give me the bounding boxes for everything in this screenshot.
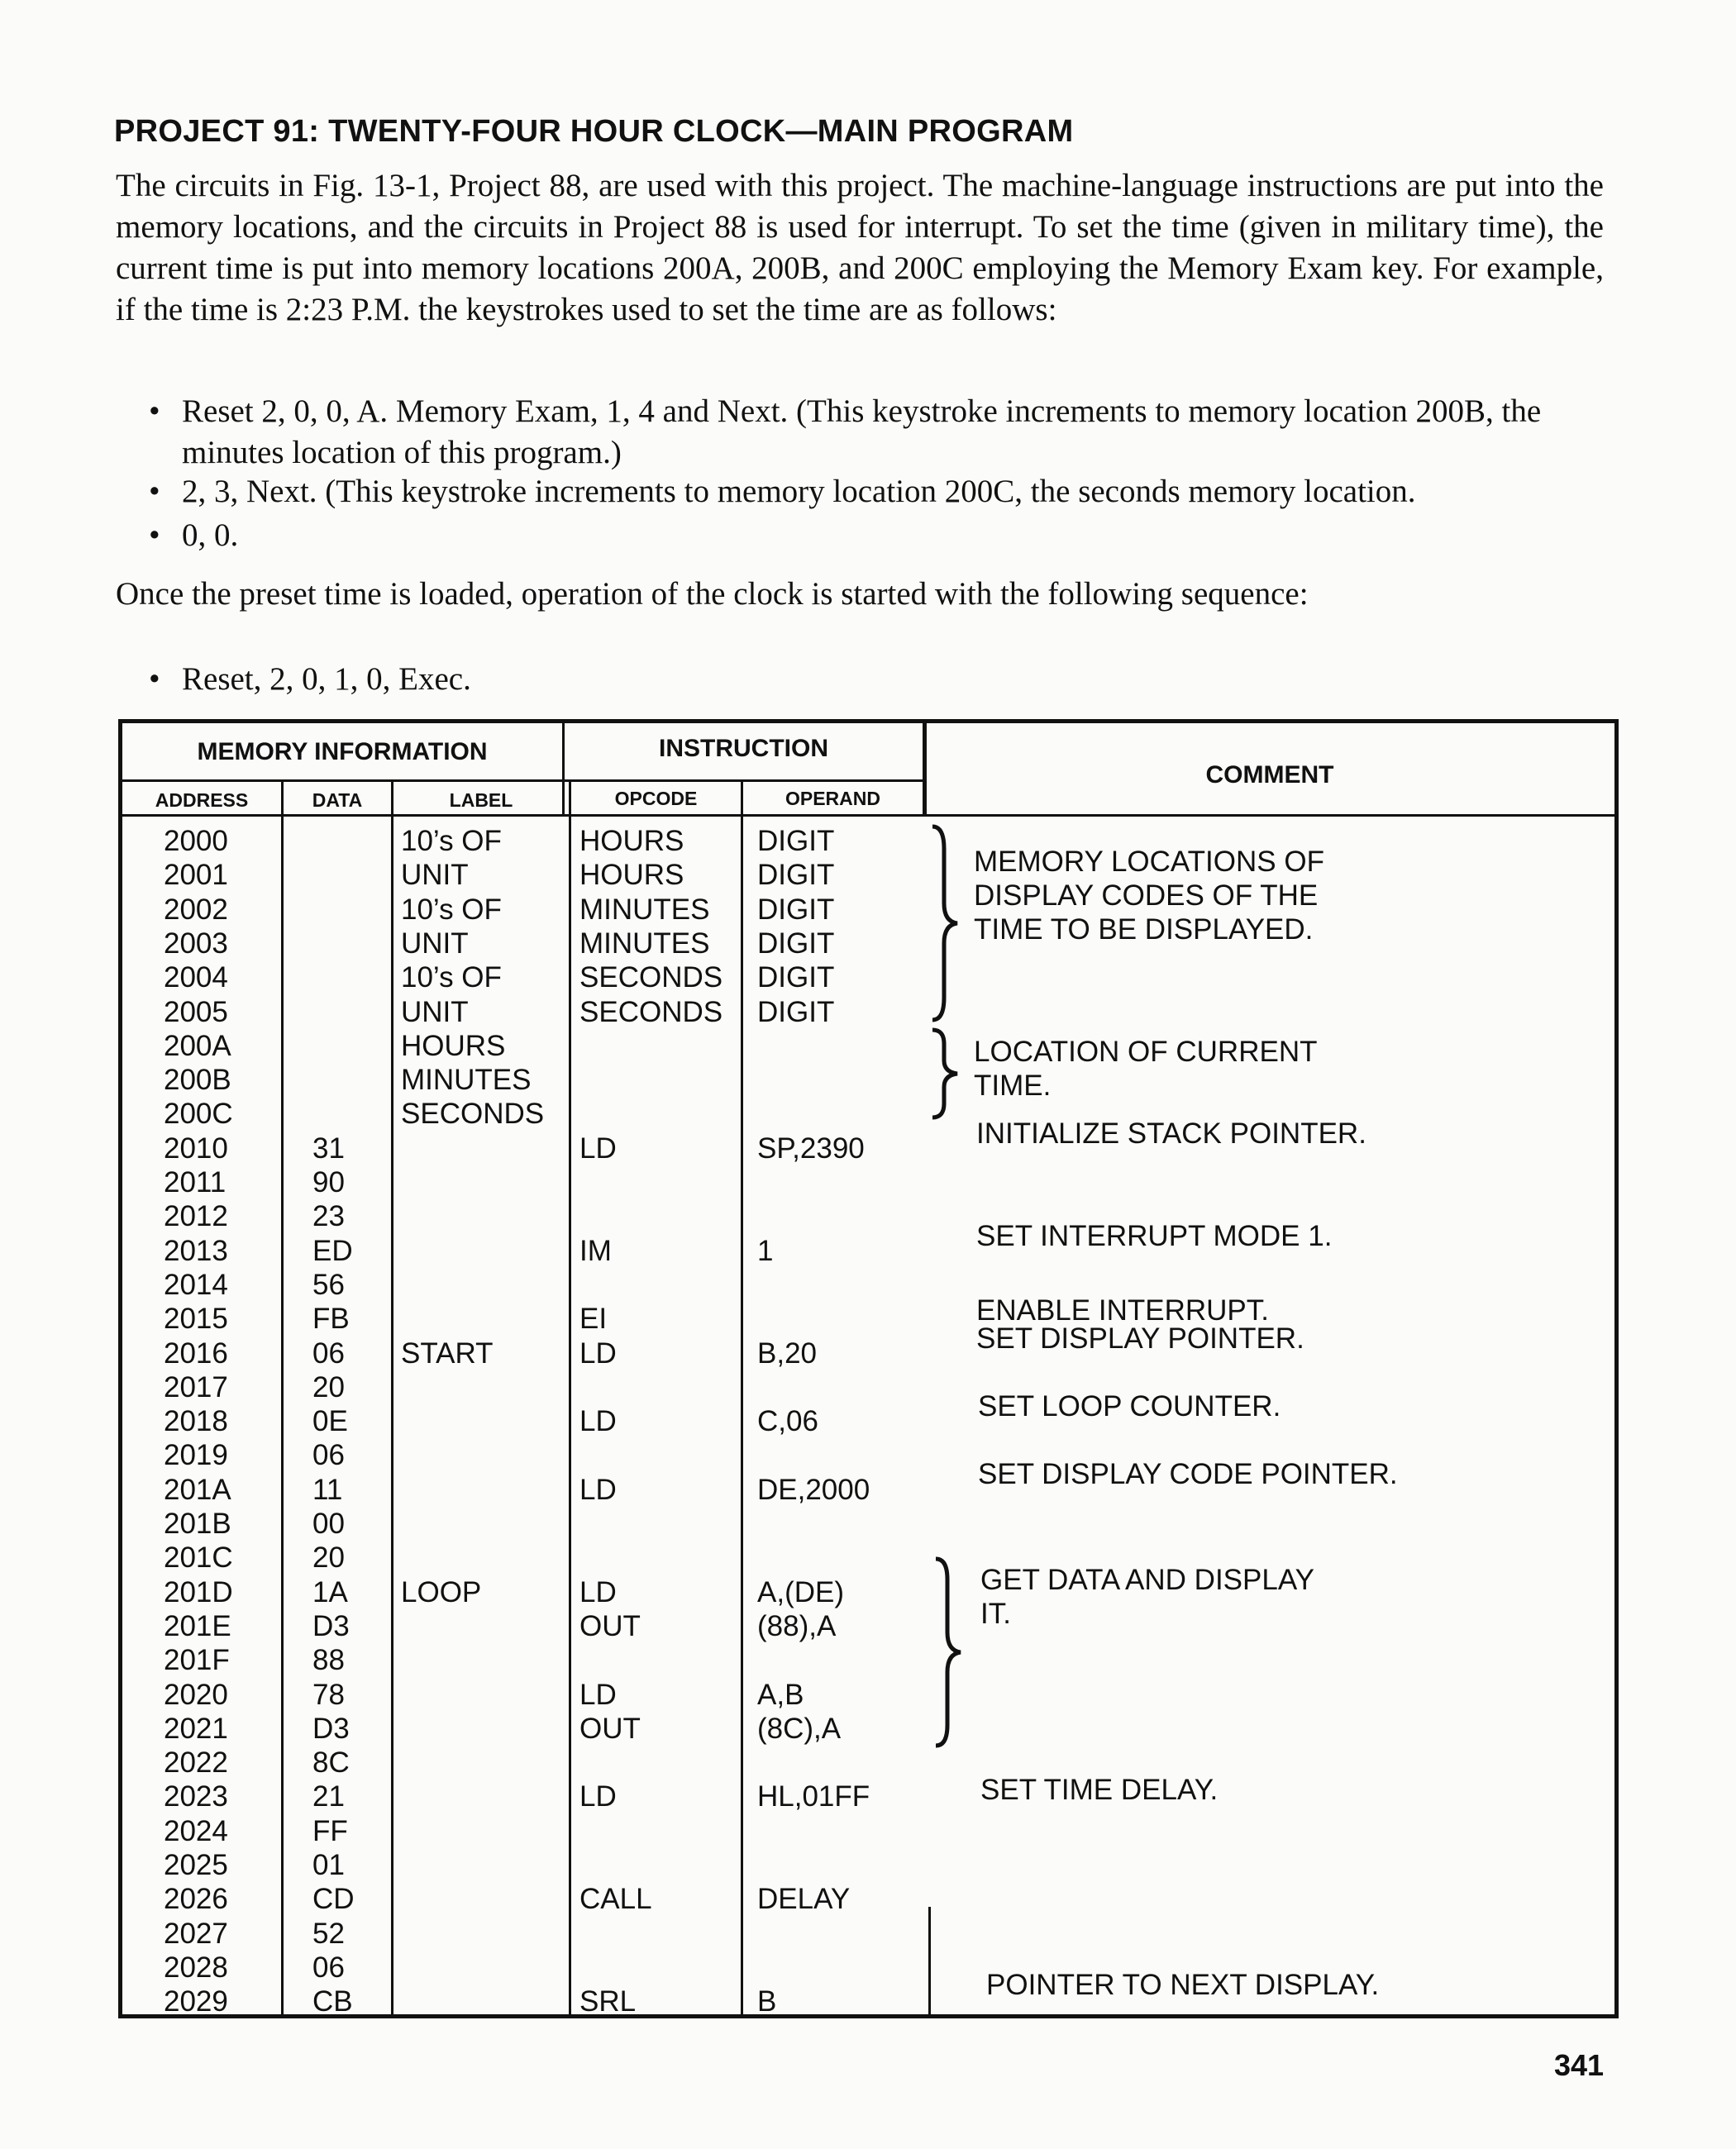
address-cell: 2000 (164, 825, 228, 857)
opcode-cell: MINUTES (579, 893, 710, 926)
address-cell: 201B (164, 1508, 231, 1540)
address-cell: 2019 (164, 1439, 228, 1472)
opcode-cell: LD (579, 1678, 617, 1711)
step-bullet-1: • Reset 2, 0, 0, A. Memory Exam, 1, 4 and Next. (This keystroke increments to memory location 200B, the minutes location of this program.) (149, 391, 1604, 474)
table-row (122, 1643, 1614, 1677)
data-cell: 31 (312, 1132, 345, 1165)
address-cell: 2017 (164, 1370, 228, 1403)
opcode-cell: LD (579, 1337, 617, 1370)
comment-interrupt-mode: SET INTERRUPT MODE 1. (976, 1220, 1333, 1252)
bullet-dot: • (149, 517, 160, 553)
operand-cell: (88),A (757, 1609, 837, 1642)
label-header: LABEL (449, 789, 513, 811)
comment-header: COMMENT (1205, 761, 1334, 789)
opcode-cell: LD (579, 1132, 617, 1165)
operand-cell: B,20 (757, 1337, 817, 1370)
address-cell: 2023 (164, 1780, 228, 1813)
opcode-cell: LD (579, 1780, 617, 1813)
table-row (122, 1609, 1614, 1643)
data-cell: 00 (312, 1508, 345, 1540)
bullet-dot: • (149, 661, 160, 697)
address-cell: 2025 (164, 1849, 228, 1881)
label-cell: UNIT (401, 927, 469, 960)
comment-display-codes: MEMORY LOCATIONS OF DISPLAY CODES OF THE TIME TO BE DISPLAYED. (974, 846, 1324, 946)
address-cell: 2005 (164, 995, 228, 1028)
table-row (122, 1985, 1614, 2018)
data-cell: 11 (312, 1473, 343, 1506)
data-cell: CB (312, 1985, 353, 2018)
data-cell: 1A (312, 1575, 348, 1608)
header-divider (122, 779, 926, 782)
address-cell: 201E (164, 1609, 231, 1642)
opcode-cell: EI (579, 1303, 608, 1336)
comment-enable-interrupt: ENABLE INTERRUPT. (976, 1294, 1269, 1327)
operand-cell: A,(DE) (757, 1575, 844, 1608)
address-cell: 2016 (164, 1337, 228, 1370)
opcode-cell: SECONDS (579, 995, 723, 1028)
address-cell: 2022 (164, 1746, 228, 1780)
opcode-cell: SECONDS (579, 961, 723, 994)
address-cell: 2028 (164, 1951, 228, 1984)
address-cell: 2010 (164, 1132, 228, 1165)
table-row (122, 1541, 1614, 1575)
address-cell: 2011 (164, 1166, 227, 1198)
table-row (122, 1404, 1614, 1438)
data-cell: 20 (312, 1541, 345, 1575)
label-cell: 10’s OF (401, 825, 502, 857)
table-row (122, 1882, 1614, 1916)
data-cell: CD (312, 1883, 355, 1916)
operand-cell: DIGIT (757, 961, 835, 994)
table-row (122, 1575, 1614, 1609)
page-number: 341 (1554, 2048, 1605, 2082)
address-cell: 201D (164, 1575, 233, 1608)
table-row (122, 1746, 1614, 1780)
comment-loop-counter: SET LOOP COUNTER. (978, 1390, 1281, 1422)
label-cell: 10’s OF (401, 961, 502, 994)
operand-cell: DIGIT (757, 825, 835, 857)
table-row (122, 1370, 1614, 1404)
table-row (122, 1268, 1614, 1302)
operand-cell: SP,2390 (757, 1132, 865, 1165)
data-cell: 90 (312, 1166, 345, 1198)
address-cell: 2020 (164, 1678, 228, 1711)
address-cell: 2018 (164, 1405, 228, 1438)
table-row (122, 1917, 1614, 1951)
operand-cell: A,B (757, 1678, 804, 1711)
label-cell: UNIT (401, 995, 469, 1028)
comment-current-time: LOCATION OF CURRENT TIME. (974, 1036, 1318, 1102)
table-row (122, 858, 1614, 892)
data-cell: 06 (312, 1951, 345, 1984)
address-cell: 200B (164, 1064, 231, 1097)
address-cell: 2012 (164, 1200, 228, 1233)
label-cell: 10’s OF (401, 893, 502, 926)
address-cell: 2013 (164, 1234, 228, 1267)
opcode-cell: CALL (579, 1883, 652, 1916)
opcode-cell: HOURS (579, 859, 684, 892)
address-cell: 201C (164, 1541, 233, 1575)
comment-display-pointer: SET DISPLAY POINTER. (976, 1322, 1304, 1355)
address-cell: 2002 (164, 893, 228, 926)
data-cell: D3 (312, 1609, 350, 1642)
address-cell: 2014 (164, 1268, 228, 1301)
operand-cell: C,06 (757, 1405, 818, 1438)
intro-paragraph: The circuits in Fig. 13-1, Project 88, are used with this project. The machine-language instructions are put into the memory locations, and the circuits in Project 88 is used for interrupt. To set the time (given in military time), the current time is put into memory locations 200A, 200B, and 200C employing the Memory Exam key. For example, if the time is 2:23 P.M. the keystrokes used to set the time are as follows: (116, 168, 1604, 327)
address-cell: 2026 (164, 1883, 228, 1916)
operand-cell: DE,2000 (757, 1473, 870, 1506)
opcode-cell: LD (579, 1575, 617, 1608)
opcode-cell: OUT (579, 1712, 641, 1745)
table-row (122, 1063, 1614, 1097)
bullet-dot: • (149, 474, 160, 509)
operand-header: OPERAND (785, 788, 880, 809)
label-cell: SECONDS (401, 1098, 545, 1131)
table-row (122, 893, 1614, 927)
data-cell: 52 (312, 1917, 345, 1950)
address-cell: 2015 (164, 1303, 228, 1336)
label-cell: MINUTES (401, 1064, 532, 1097)
table-row (122, 1097, 1614, 1131)
address-cell: 201A (164, 1473, 231, 1506)
start-step-bullet: • Reset, 2, 0, 1, 0, Exec. (149, 659, 1604, 700)
table-row (122, 1337, 1614, 1370)
memory-information-header: MEMORY INFORMATION (197, 738, 488, 765)
table-row (122, 1780, 1614, 1813)
address-cell: 2001 (164, 859, 228, 892)
table-row (122, 1848, 1614, 1882)
data-cell: 0E (312, 1405, 348, 1438)
opcode-cell: LD (579, 1405, 617, 1438)
table-row (122, 1234, 1614, 1268)
opcode-cell: HOURS (579, 825, 684, 857)
table-row (122, 1132, 1614, 1165)
operand-cell: 1 (757, 1234, 774, 1267)
comment-display-code-pointer: SET DISPLAY CODE POINTER. (978, 1458, 1398, 1490)
table-row (122, 824, 1614, 858)
comment-next-display: POINTER TO NEXT DISPLAY. (986, 1969, 1380, 2001)
address-cell: 200A (164, 1029, 231, 1062)
table-row (122, 927, 1614, 960)
data-cell: D3 (312, 1712, 350, 1745)
opcode-cell: IM (579, 1234, 612, 1267)
label-cell: LOOP (401, 1575, 482, 1608)
label-cell: UNIT (401, 859, 469, 892)
operand-cell: B (757, 1985, 777, 2018)
table-row (122, 1507, 1614, 1541)
bullet-dot: • (149, 393, 160, 429)
address-cell: 2021 (164, 1712, 228, 1745)
data-cell: 8C (312, 1746, 350, 1780)
address-cell: 2027 (164, 1917, 228, 1950)
step-bullet-3: • 0, 0. (149, 515, 1604, 556)
brace-icon (929, 1027, 971, 1120)
operand-cell: (8C),A (757, 1712, 842, 1745)
address-cell: 2003 (164, 927, 228, 960)
start-paragraph: Once the preset time is loaded, operation of the clock is started with the following sequence: (116, 576, 1309, 612)
program-table (118, 719, 1619, 2018)
data-cell: 23 (312, 1200, 345, 1233)
table-row (122, 1199, 1614, 1233)
comment-get-data: GET DATA AND DISPLAY IT. (980, 1564, 1314, 1630)
table-row (122, 1302, 1614, 1336)
label-cell: HOURS (401, 1029, 506, 1062)
table-row (122, 960, 1614, 994)
table-row (122, 1951, 1614, 1985)
table-row (122, 1712, 1614, 1746)
address-cell: 200C (164, 1098, 233, 1131)
table-row (122, 1678, 1614, 1712)
operand-cell: DIGIT (757, 859, 835, 892)
address-header: ADDRESS (155, 789, 249, 811)
table-row (122, 1029, 1614, 1063)
data-cell: 21 (312, 1780, 345, 1813)
address-cell: 2029 (164, 1985, 228, 2018)
data-cell: FF (312, 1814, 348, 1847)
opcode-cell: LD (579, 1473, 617, 1506)
data-cell: 20 (312, 1370, 345, 1403)
data-header: DATA (312, 789, 363, 811)
comment-stack-pointer: INITIALIZE STACK POINTER. (976, 1117, 1366, 1150)
table-row (122, 1814, 1614, 1848)
step-bullet-2: • 2, 3, Next. (This keystroke increments to memory location 200C, the seconds memory location. (149, 471, 1604, 512)
operand-cell: DIGIT (757, 893, 835, 926)
data-cell: ED (312, 1234, 353, 1267)
data-cell: 01 (312, 1849, 345, 1881)
operand-cell: DIGIT (757, 995, 835, 1028)
data-cell: 78 (312, 1678, 345, 1711)
table-row (122, 995, 1614, 1029)
data-cell: 56 (312, 1268, 345, 1301)
project-heading: PROJECT 91: TWENTY-FOUR HOUR CLOCK—MAIN PROGRAM (114, 114, 1074, 149)
brace-icon (929, 824, 971, 1022)
table-row (122, 1165, 1614, 1199)
data-cell: FB (312, 1303, 350, 1336)
data-cell: 06 (312, 1439, 345, 1472)
brace-icon (932, 1556, 974, 1748)
opcode-cell: OUT (579, 1609, 641, 1642)
data-cell: 06 (312, 1337, 345, 1370)
opcode-cell: MINUTES (579, 927, 710, 960)
instruction-header: INSTRUCTION (659, 735, 828, 762)
operand-cell: DELAY (757, 1883, 851, 1916)
label-cell: START (401, 1337, 494, 1370)
address-cell: 201F (164, 1644, 230, 1677)
operand-cell: HL,01FF (757, 1780, 870, 1813)
operand-cell: DIGIT (757, 927, 835, 960)
address-cell: 2004 (164, 961, 228, 994)
data-cell: 88 (312, 1644, 345, 1677)
opcode-cell: SRL (579, 1985, 637, 2018)
address-cell: 2024 (164, 1814, 228, 1847)
header-bottom-rule (122, 814, 1614, 817)
comment-time-delay: SET TIME DELAY. (980, 1774, 1219, 1806)
opcode-header: OPCODE (614, 788, 698, 809)
